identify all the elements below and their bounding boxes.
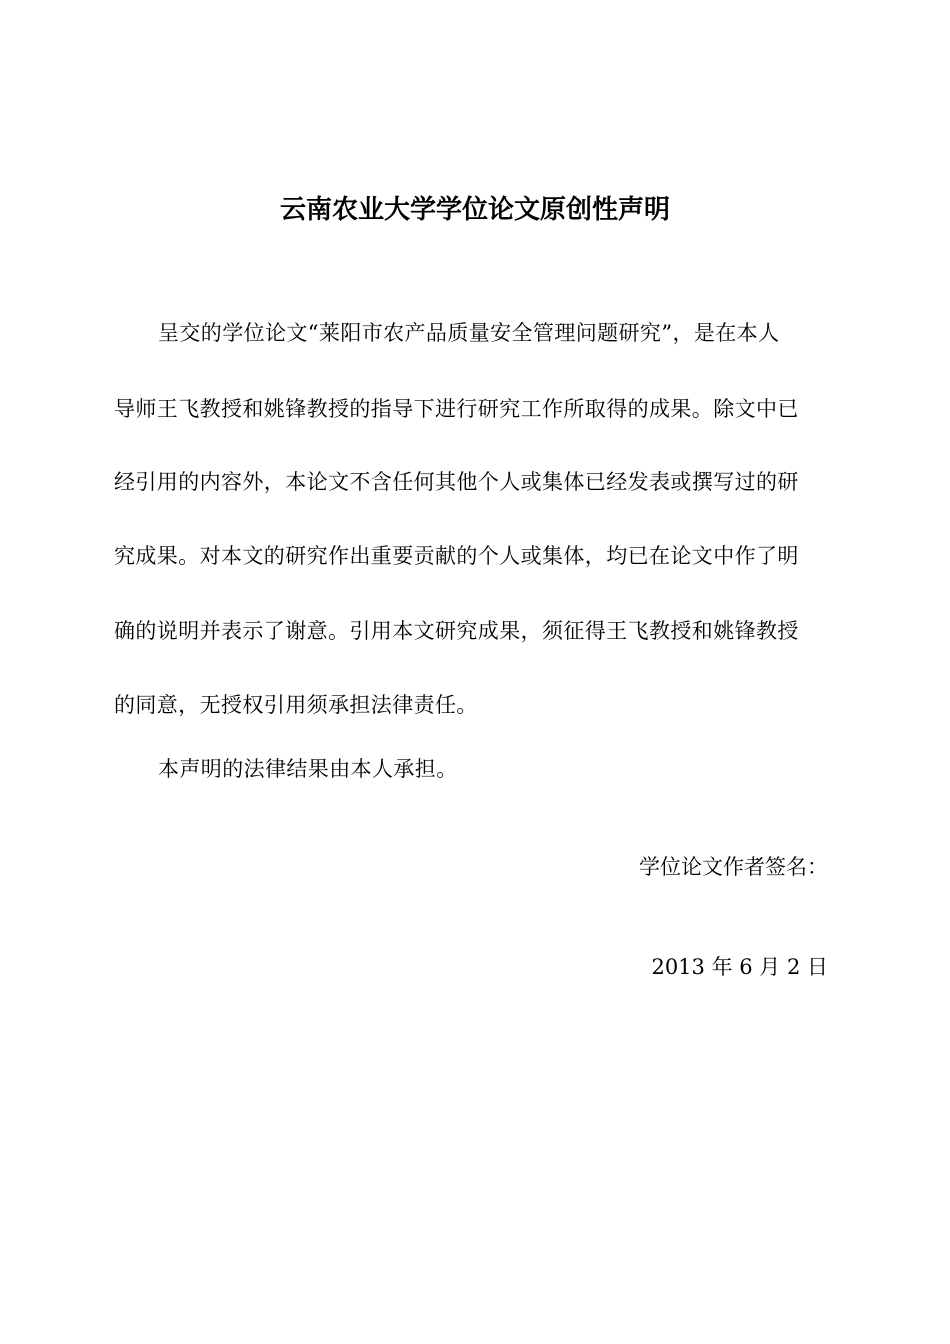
legal-statement: 本声明的法律结果由本人承担。	[158, 757, 458, 781]
paragraph-line-4: 究成果。对本文的研究作出重要贡献的个人或集体，均已在论文中作了明	[114, 544, 799, 568]
paragraph-line-3: 经引用的内容外，本论文不含任何其他个人或集体已经发表或撰写过的研	[114, 470, 799, 494]
paragraph-line-5: 确的说明并表示了谢意。引用本文研究成果，须征得王飞教授和姚锋教授	[114, 619, 799, 643]
paragraph-line-6: 的同意，无授权引用须承担法律责任。	[114, 693, 478, 717]
signature-label: 学位论文作者签名：	[639, 855, 828, 879]
declaration-date: 2013 年 6 月 2 日	[651, 955, 828, 979]
page-title: 云南农业大学学位论文原创性声明	[279, 195, 670, 225]
paragraph-line-2: 导师王飞教授和姚锋教授的指导下进行研究工作所取得的成果。除文中已	[114, 397, 799, 421]
paragraph-line-1: 呈交的学位论文“莱阳市农产品质量安全管理问题研究”，是在本人	[158, 321, 780, 345]
